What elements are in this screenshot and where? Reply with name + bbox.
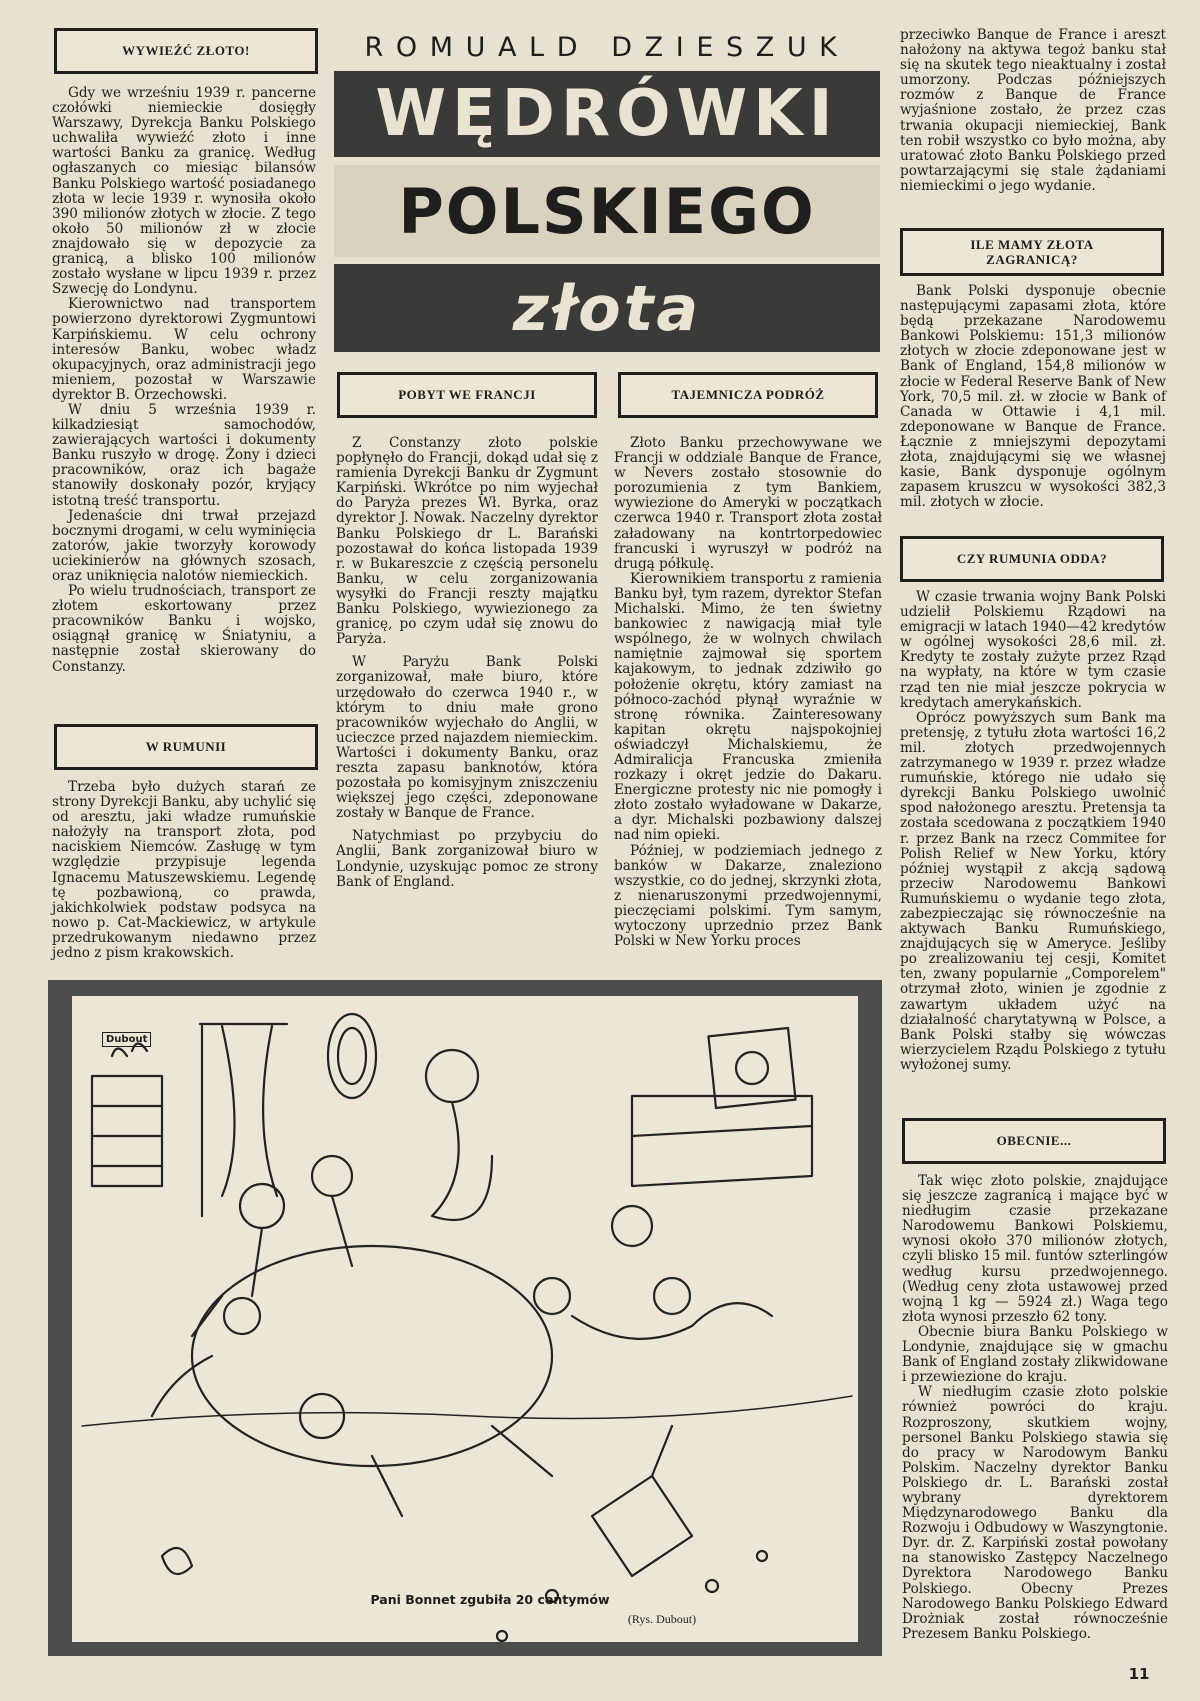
article-column-rumunia-odda — [900, 590, 1166, 1073]
article-column-podroz — [614, 436, 882, 949]
paragraph: Obecnie biura Banku Polskiego w Londynie, znajdujące się w gmachu Bank of England zostały zlikwidowane i przewiezione do kraju. — [902, 1323, 1168, 1386]
paragraph: Jedenaście dni trwał przejazd bocznymi drogami, w celu wyminięcia zatorów, jakie tworzyły korowody uciekinierów na głównych szosach, oraz uniknięcia nalotów niemieckich. — [52, 507, 316, 584]
paragraph: W Paryżu Bank Polski zorganizował, małe biuro, które urzędowało do czerwca 1940 r., w którym to dniu małe grono pracowników wyjechało do Anglii, w ucieczce przed najazdem niemieckim. Wartości i dokumenty Banku, oraz reszta zapasu banknotów, która pozostała po komisyjnym zniszczeniu większej jego części, zdeponowane zostały w Banque de France. — [336, 654, 598, 822]
section-heading-rumunia — [54, 724, 318, 770]
section-heading-wywiezc — [54, 28, 318, 74]
title-line-2: POLSKIEGO — [334, 165, 880, 257]
article-column-obecnie — [902, 1174, 1168, 1642]
paragraph: przeciwko Banque de France i areszt nałożony na aktywa tegoż banku stał się na skutek tego nieaktualny i został umorzony. Podczas późniejszych rozmów z Banque de France wyjaśnione zostało, że przez czas trwania okupacji niemieckiej, Bank ten robił wszystko co było można, aby uratować złoto Banku Polskiego przed powtarzającymi się stale żądaniami niemieckimi o jego wydanie. — [900, 27, 1166, 194]
paragraph: Z Constanzy złoto polskie popłynęło do Francji, dokąd udał się z ramienia Dyrekcji Banku dr Zygmunt Karpiński. Wkrótce po nim wyjechał do Paryża prezes Wł. Byrka, oraz dyrektor J. Nowak. Naczelny dyrektor Banku Polskiego dr L. Barański pozostawał do końca listopada 1939 r. w Bukareszcie z częścią personelu Banku, w celu zorganizowania wysyłki do Francji reszty majątku Banku Polskiego, wywiezionego za granicę, po czym udał się znowu do Paryża. — [336, 435, 598, 648]
section-heading-text: CZY RUMUNIA ODDA? — [956, 551, 1108, 566]
cartoon-illustration — [72, 996, 858, 1642]
paragraph: Po wielu trudnościach, transport ze złotem eskortowany przez pracowników Banku i wojsko, osiągnął granicę w Śniatyniu, a następnie został skierowany do Constanzy. — [52, 583, 316, 675]
cartoon-caption: Pani Bonnet zgubiła 20 centymów — [370, 1592, 610, 1607]
paragraph: Trzeba było dużych starań ze strony Dyrekcji Banku, aby uchylić się od aresztu, jaki władze rumuńskie nałożyły na transport złota, pod naciskiem Niemców. Zasługę w tym względzie przypisuje legenda Ignacemu Matuszewskiemu. Legendę tę pozbawioną, co prawda, jakichkolwiek podstaw podsyca na nowo p. Cat-Mackiewicz, w artykule przedrukowanym niedawno przez jedno z pism krakowskich. — [52, 779, 316, 962]
section-heading-rumunia-odda — [900, 536, 1164, 582]
paragraph: W czasie trwania wojny Bank Polski udzielił Polskiemu Rządowi na emigracji w latach 1940—42 kredytów w ogólnej wysokości 28,6 mil. zł. Kredyty te zostały zużyte przez Rząd na wypłaty, na które w tym czasie rząd ten nie miał jeszcze pokrycia w kredytach amerykańskich. — [900, 589, 1167, 711]
title-line-1: WĘDRÓWKI — [334, 71, 880, 157]
paragraph: Tak więc złoto polskie, znajdujące się jeszcze zagranicą i mające być w niedługim czasie przekazane Narodowemu Bankowi Polskiemu, wynosi około 370 milionów złotych, czyli blisko 15 mil. funtów szterlingów według kursu przedwojennego. (Według ceny złota ustawowej przed wojną 1 kg — 5924 zł.) Waga tego złota wynosi przeszło 62 tony. — [902, 1173, 1168, 1325]
cartoon-signature: Dubout — [102, 1032, 151, 1047]
cartoon-drawing — [72, 996, 858, 1642]
article-column-rumunia — [52, 780, 316, 961]
section-heading-francja — [337, 372, 597, 418]
section-heading-podroz — [618, 372, 878, 418]
section-heading-text: WYWIEŹĆ ZŁOTO! — [122, 43, 250, 58]
section-heading-text: W RUMUNII — [145, 739, 227, 754]
paragraph: Kierownictwo nad transportem powierzono dyrektorowi Zygmuntowi Karpińskiemu. W celu ochrony interesów Banku, wobec władz okupacyjnych, oraz administracji jego mieniem, pozostał w Warszawie dyrektor B. Orzechowski. — [52, 296, 316, 403]
article-column-continuation — [900, 28, 1166, 194]
page-number: 11 — [1128, 1665, 1150, 1683]
title-line-3: złota — [334, 264, 880, 352]
paragraph: Natychmiast po przybyciu do Anglii, Bank zorganizował biuro w Londynie, uzyskując pomoc ze strony Bank of England. — [336, 828, 598, 890]
paragraph: Później, w podziemiach jednego z banków w Dakarze, znaleziono wszystkie, co do jednej, skrzynki złota, z nienaruszonymi przedwojennymi, pieczęciami polskimi. Tym samym, wytoczony uprzednio przez Bank Polski w New Yorku proces — [614, 842, 882, 950]
paragraph: Bank Polski dysponuje obecnie następującymi zapasami złota, które będą przekazane Narodowemu Bankowi Polskiemu: 151,3 milionów złotych w złocie zdeponowane jest w Bank of England, 154,8 milionów w złocie w Federal Reserve Bank of New York, 70,5 mil. zł. w złocie w Bank of Canada w Ottawie i 4,1 mil. zdeponowane w Banque de France. Łącznie z mniejszymi depozytami złota, znajdującymi się we własnej kasie, Bank dysponuje ogólnym zapasem kruszcu w wysokości 382,3 mil. złotych w złocie. — [900, 283, 1166, 511]
paragraph: W dniu 5 września 1939 r. kilkadziesiąt samochodów, zawierających wartości i dokumenty Banku ruszyło w drogę. Żony i dzieci pracowników, oraz ich bagaże stanowiły doskonały pozór, kryjący istotną treść transportu. — [52, 401, 316, 509]
paragraph: Gdy we wrześniu 1939 r. pancerne czołówki niemieckie dosięgły Warszawy, Dyrekcja Banku Polskiego uchwaliła wywieźć złoto i inne wartości Banku za granicę. Według ogłaszanych co miesiąc bilansów Banku Polskiego wartość posiadanego złota w lecie 1939 r. wynosiła około 390 milionów złotych w złocie. Z tego około 50 milionów zł w złocie znajdowało się w depozycie za granicą, a blisko 100 milionów zostało wysłane w lipcu 1939 r. przez Szwecję do Londynu. — [52, 85, 316, 298]
section-heading-ile — [900, 228, 1164, 276]
article-column-wywiezc — [52, 86, 316, 675]
paragraph: Oprócz powyższych sum Bank ma pretensję, z tytułu złota wartości 16,2 mil. złotych przedwojennych zatrzymanego w 1939 r. przez władze rumuńskie, którego nie udało się dyrekcji Banku Polskiego uwolnić spod nałożonego aresztu. Pretensja ta została scedowana z początkiem 1940 r. przez Bank na rzecz Commitee for Polish Relief w New Yorku, który później wystąpił z akcją sądową przeciw Narodowemu Bankowi Rumuńskiemu o wydanie tego złota, zabezpieczając się równocześnie na aktywach Banku Rumuńskiego, znajdujących się w Ameryce. Jeśliby po zrealizowaniu tej cesji, Komitet ten, zwany popularnie „Comporelem" otrzymał złoto, winien je zgodnie z zawartym układem użyć na działalność charytatywną w Polsce, a Bank Polski stałby się wówczas wierzycielem Rządu Polskiego z tytułu wyłożonej sumy. — [900, 709, 1166, 1073]
section-heading-text: TAJEMNICZA PODRÓŻ — [671, 387, 825, 402]
section-heading-text: ILE MAMY ZŁOTA ZAGRANICĄ? — [970, 237, 1094, 267]
section-heading-text: POBYT WE FRANCJI — [398, 387, 536, 402]
article-column-francja — [336, 436, 598, 890]
paragraph: Złoto Banku przechowywane we Francji w oddziale Banque de France, w Nevers zostało stosownie do porozumienia z tym Bankiem, wywiezione do Ameryki w początkach czerwca 1940 r. Transport złota został załadowany na kontrtorpedowiec francuski i wyruszył w podróż na drugą półkulę. — [614, 435, 882, 572]
author-name: ROMUALD DZIESZUK — [364, 32, 850, 63]
section-heading-obecnie — [902, 1118, 1166, 1164]
paragraph: Kierownikiem transportu z ramienia Banku był, tym razem, dyrektor Stefan Michalski. Mimo, że ten świetny bankowiec z nawigacją miał tyle wspólnego, że w wolnych chwilach namiętnie zajmował się sportem kajakowym, to jednak zdziwiło go położenie okrętu, który zamiast na północo-zachód płynął wyraźnie w stronę równika. Zainteresowany kapitan okrętu najspokojniej oświadczył Michalskiemu, że Admiralicja Francuska zmieniła rozkazy i okręt jedzie do Dakaru. Energiczne protesty nic nie pomogły i złoto zostało wyładowane w Dakarze, a dyr. Michalski pozbawiony dalszej nad nim opieki. — [614, 570, 882, 844]
section-heading-text: OBECNIE... — [996, 1133, 1072, 1148]
article-column-ile — [900, 284, 1166, 510]
paragraph: W niedługim czasie złoto polskie również powróci do kraju. Rozproszony, skutkiem wojny, personel Banku Polskiego stawia się do pracy w Narodowym Banku Polskim. Naczelny dyrektor Banku Polskiego dr. L. Barański został wybrany dyrektorem Międzynarodowego Banku dla Rozwoju i Odbudowy w Waszyngtonie. Dyr. dr. Z. Karpiński został powołany na stanowisko Zastępcy Naczelnego Dyrektora Narodowego Banku Polskiego. Obecny Prezes Narodowego Banku Polskiego Edward Drożniak został równocześnie Prezesem Banku Polskiego. — [902, 1384, 1168, 1642]
cartoon-credit: (Rys. Dubout) — [627, 1612, 697, 1626]
